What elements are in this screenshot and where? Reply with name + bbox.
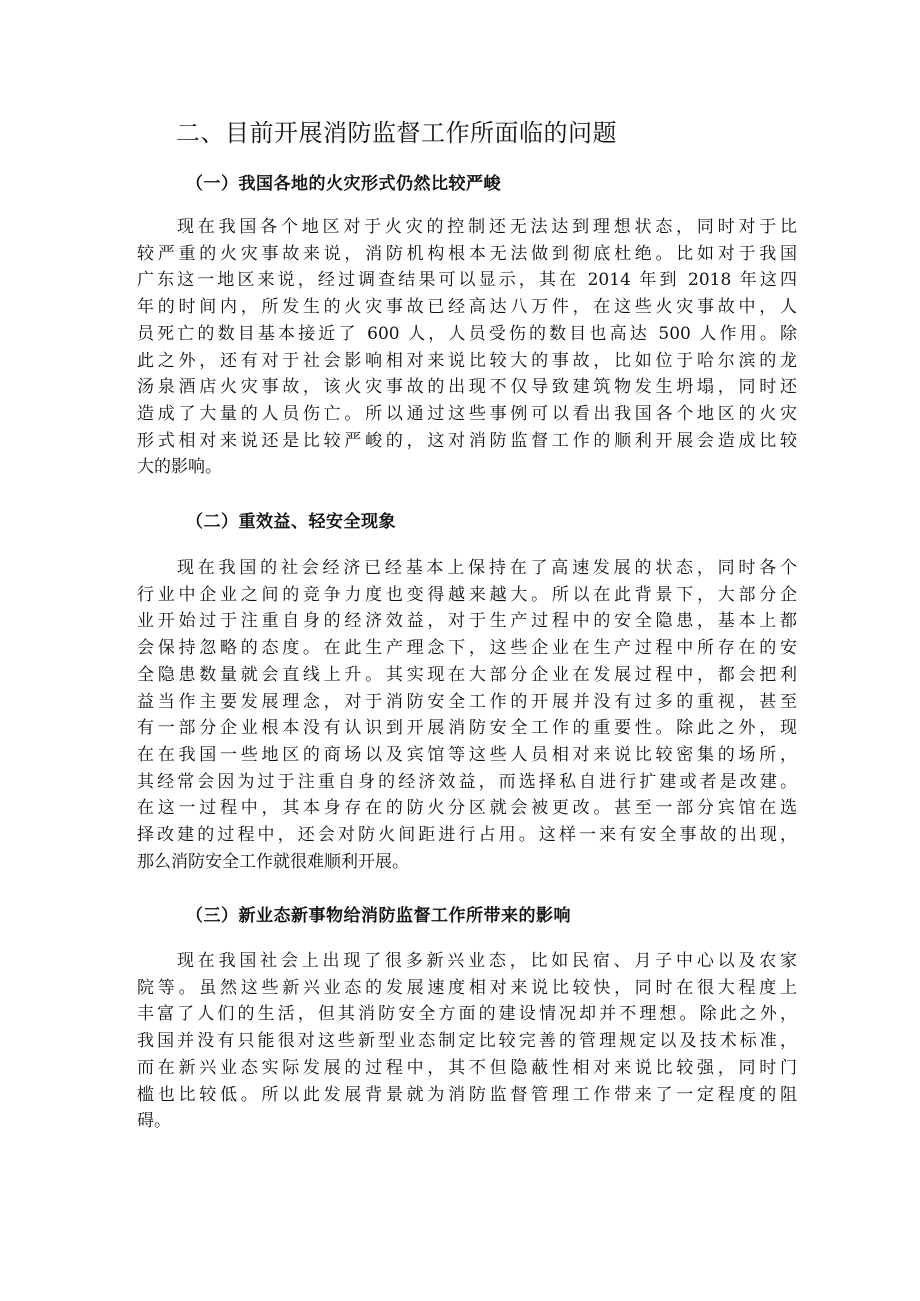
paragraph-line: 造成了大量的人员伤亡。所以通过这些事例可以看出我国各个地区的火灾: [137, 403, 797, 424]
paragraph-line: 碍。: [137, 1111, 171, 1132]
paragraph-line: 现在我国各个地区对于火灾的控制还无法达到理想状态，同时对于比: [177, 217, 797, 237]
paragraph-line: 此之外，还有对于社会影响相对来说比较大的事故，比如位于哈尔滨的龙: [137, 350, 797, 371]
subsection-1-heading: （一）我国各地的火灾形式仍然比较严峻: [186, 174, 501, 194]
subsection-3-heading: （三）新业态新事物给消防监督工作所带来的影响: [186, 906, 571, 926]
subsection-1-paragraph: [137, 214, 797, 481]
paragraph-line: 行业中企业之间的竞争力度也变得越来越大。所以在此背景下，大部分企: [137, 584, 797, 605]
paragraph-line: 员死亡的数目基本接近了 600 人，人员受伤的数目也高达 500 人作用。除: [137, 323, 797, 344]
paragraph-line: 槛也比较低。所以此发展背景就为消防监督管理工作带来了一定程度的阻: [137, 1084, 797, 1105]
paragraph-line: 年的时间内，所发生的火灾事故已经高达八万件，在这些火灾事故中，人: [137, 297, 797, 318]
paragraph-line: 广东这一地区来说，经过调查结果可以显示，其在 2014 年到 2018 年这四: [137, 270, 797, 291]
paragraph-line: 形式相对来说还是比较严峻的，这对消防监督工作的顺利开展会造成比较: [137, 430, 797, 451]
paragraph-line: 我国并没有只能很对这些新型业态制定比较完善的管理规定以及技术标准，: [137, 1031, 797, 1052]
paragraph-line: 在这一过程中，其本身存在的防火分区就会被更改。甚至一部分宾馆在选: [137, 798, 797, 819]
subsection-2-paragraph: [137, 555, 797, 875]
paragraph-line: 大的影响。: [137, 457, 222, 478]
paragraph-line: 全隐患数量就会直线上升。其实现在大部分企业在发展过程中，都会把利: [137, 664, 797, 685]
section-title: 二、目前开展消防监督工作所面临的问题: [176, 119, 617, 147]
paragraph-line: 丰富了人们的生活，但其消防安全方面的建设情况却并不理想。除此之外，: [137, 1004, 797, 1025]
paragraph-line: 院等。虽然这些新兴业态的发展速度相对来说比较快，同时在很大程度上: [137, 977, 797, 998]
subsection-2-heading: （二）重效益、轻安全现象: [186, 512, 396, 532]
paragraph-line: 在在我国一些地区的商场以及宾馆等这些人员相对来说比较密集的场所，: [137, 744, 797, 765]
paragraph-line: 择改建的过程中，还会对防火间距进行占用。这样一来有安全事故的出现，: [137, 825, 797, 846]
paragraph-line: 其经常会因为过于注重自身的经济效益，而选择私自进行扩建或者是改建。: [137, 771, 797, 792]
paragraph-line: 汤泉酒店火灾事故，该火灾事故的出现不仅导致建筑物发生坍塌，同时还: [137, 377, 797, 398]
subsection-3-paragraph: [137, 948, 797, 1135]
paragraph-line: 那么消防安全工作就很难顺利开展。: [137, 851, 409, 872]
paragraph-line: 会保持忽略的态度。在此生产理念下，这些企业在生产过程中所存在的安: [137, 638, 797, 659]
paragraph-line: 而在新兴业态实际发展的过程中，其不但隐蔽性相对来说比较强，同时门: [137, 1057, 797, 1078]
paragraph-line: 现在我国社会上出现了很多新兴业态，比如民宿、月子中心以及农家: [177, 951, 797, 971]
paragraph-line: 益当作主要发展理念，对于消防安全工作的开展并没有过多的重视，甚至: [137, 691, 797, 712]
paragraph-line: 现在我国的社会经济已经基本上保持在了高速发展的状态，同时各个: [177, 558, 797, 578]
paragraph-line: 有一部分企业根本没有认识到开展消防安全工作的重要性。除此之外，现: [137, 718, 797, 739]
paragraph-line: 较严重的火灾事故来说，消防机构根本无法做到彻底杜绝。比如对于我国: [137, 243, 797, 264]
paragraph-line: 业开始过于注重自身的经济效益，对于生产过程中的安全隐患，基本上都: [137, 611, 797, 632]
